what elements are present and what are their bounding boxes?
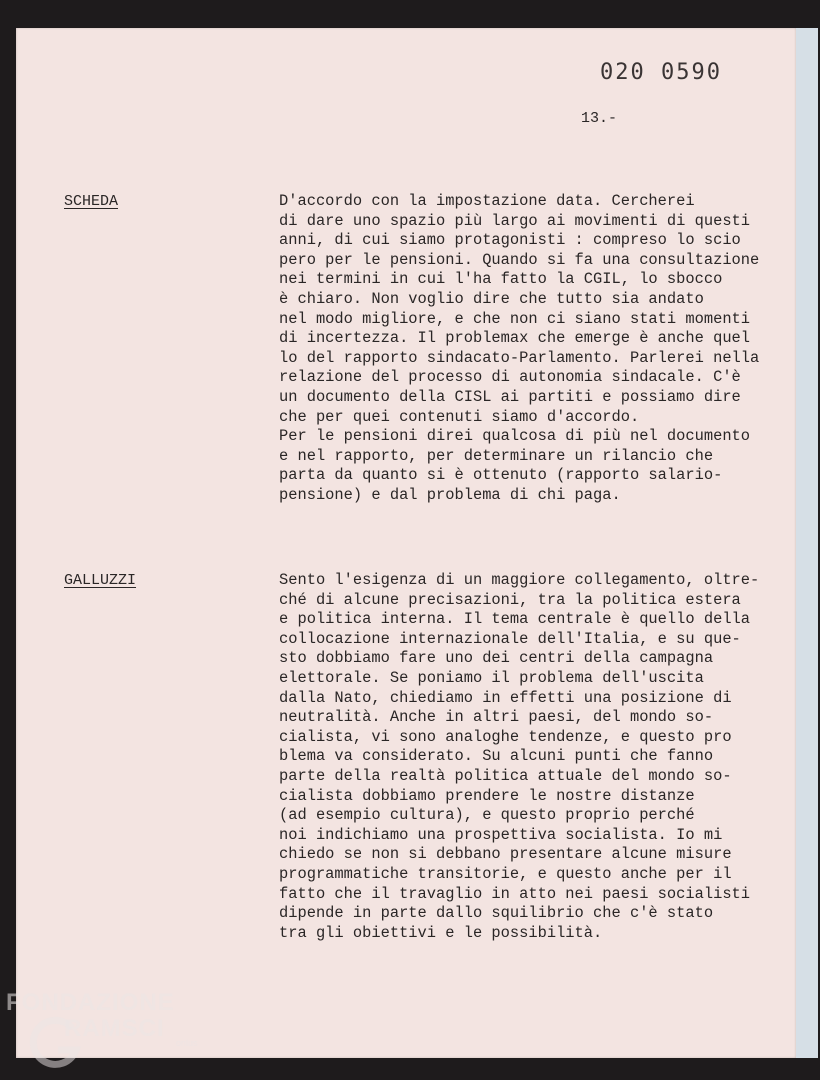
watermark-g-icon	[26, 1014, 86, 1074]
speech-paragraph: Sento l'esigenza di un maggiore collegamento, oltre- ché di alcune precisazioni, tra la politica estera e politica interna. Il tema centrale è quello della collocazione internazionale dell'Italia, e su que- sto dobbiamo fare uno dei centri della campagna elettorale. Se poniamo il problema dell'uscita dalla Nato, chiediamo in effetti una posizione di neutralità. Anche in altri paesi, del mondo so- cialista, vi sono analoghe tendenze, e questo pro blema va considerato. Su alcuni punti che fanno parte della realtà politica attuale del mondo so- cialista dobbiamo prendere le nostre distanze (ad esempio cultura), e questo proprio perché noi indichiamo una prospettiva socialista. Io mi chiedo se non si debbano presentare alcune misure programmatiche transitorie, e questo anche per il fatto che il travaglio in atto nei paesi socialisti dipende in parte dallo squilibrio che c'è stato tra gli obiettivi e le possibilità.	[279, 571, 760, 942]
page-edge	[796, 28, 818, 1058]
watermark-line2: RAMSCI	[64, 1015, 165, 1042]
watermark-line1: FONDAZIONE	[6, 989, 175, 1016]
watermark-suffix: onlus	[176, 1038, 198, 1048]
page-number: 13.-	[581, 110, 618, 127]
document-number: 020 0590	[600, 60, 722, 85]
speech-paragraph: D'accordo con la impostazione data. Cercherei di dare uno spazio più largo ai movimenti di questi anni, di cui siamo protagonisti : compreso lo scio pero per le pensioni. Quando si fa una consultazione nei termini in cui l'ha fatto la CGIL, lo sbocco è chiaro. Non voglio dire che tutto sia andato nel modo migliore, e che non ci siano stati momenti di incertezza. Il problemax che emerge è anche quel lo del rapporto sindacato-Parlamento. Parlerei nella relazione del processo di autonomia sindacale. C'è un documento della CISL ai partiti e possiamo dire che per quei contenuti siamo d'accordo.	[279, 192, 760, 426]
speech-paragraph: Per le pensioni direi qualcosa di più nel documento e nel rapporto, per determinare un rilancio che parta da quanto si è ottenuto (rapporto salario- pensione) e dal problema di chi paga.	[279, 427, 751, 504]
speaker-name: GALLUZZI	[64, 572, 137, 589]
speaker-name: SCHEDA	[64, 193, 119, 210]
